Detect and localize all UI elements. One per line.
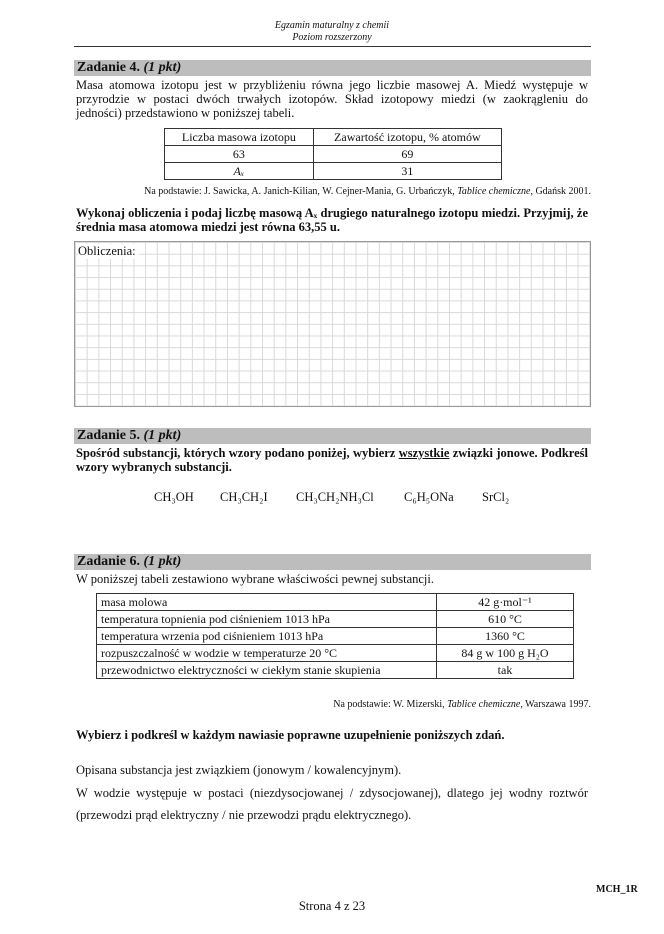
property-value: 1360 °C <box>437 628 574 645</box>
task6-sentence-1[interactable]: Opisana substancja jest związkiem (jonowym / kowalencyjnym). <box>76 763 402 777</box>
formula-option[interactable]: C₆H₅ONa <box>404 490 454 504</box>
property-value: 42 g·mol⁻¹ <box>437 594 574 611</box>
exam-code: MCH_1R <box>596 884 638 895</box>
task6-sentence-2[interactable]: W wodzie występuje w postaci (niezdysocjowanej / zdysocjowanej), dlatego jej wodny roztwór (przewodzi prąd elektryczny / nie przewodzi prądu elektrycznego). <box>76 786 588 822</box>
task4-title-bar <box>74 60 591 76</box>
isotope-cell: 31 <box>313 163 501 180</box>
calculation-grid[interactable] <box>74 241 591 407</box>
property-value: 84 g w 100 g H₂O <box>437 645 574 662</box>
property-name: temperatura topnienia pod ciśnieniem 1013 hPa <box>97 611 437 628</box>
property-name: masa molowa <box>97 594 437 611</box>
isotope-cell: 63 <box>165 146 314 163</box>
header-rule <box>74 46 591 47</box>
exam-level: Poziom rozszerzony <box>292 32 372 43</box>
task5-title: Zadanie 5. <box>77 428 141 443</box>
exam-title: Egzamin maturalny z chemii <box>274 20 390 31</box>
isotope-cell: 69 <box>313 146 501 163</box>
property-value: tak <box>437 662 574 679</box>
task5-instruction: Spośród substancji, których wzory podano poniżej, wybierz wszystkie związki jonowe. Podkreśl wzory wybranych substancji. <box>76 446 588 474</box>
page-number: Strona 4 z 23 <box>298 899 366 913</box>
properties-table <box>96 593 574 679</box>
task4-points: (1 pkt) <box>143 60 182 75</box>
formula-option[interactable]: CH₃CH₂NH₃Cl <box>296 490 374 504</box>
formula-option[interactable]: CH₃CH₂I <box>220 490 268 504</box>
task5-points: (1 pkt) <box>143 428 182 443</box>
isotope-cell: Aₓ <box>165 163 314 180</box>
task4-title: Zadanie 4. <box>77 60 141 75</box>
isotope-table <box>164 128 502 180</box>
property-name: rozpuszczalność w wodzie w temperaturze 20 °C <box>97 645 437 662</box>
isotope-header-content: Zawartość izotopu, % atomów <box>313 129 501 146</box>
task4-source: Na podstawie: J. Sawicka, A. Janich-Kilian, W. Cejner-Mania, G. Urbańczyk, Tablice chemiczne, Gdańsk 2001. <box>144 186 591 197</box>
task6-points: (1 pkt) <box>143 554 182 569</box>
isotope-header-mass: Liczba masowa izotopu <box>165 129 314 146</box>
task6-intro: W poniższej tabeli zestawiono wybrane właściwości pewnej substancji. <box>76 572 434 586</box>
property-value: 610 °C <box>437 611 574 628</box>
formula-option[interactable]: CH₃OH <box>154 490 194 504</box>
calc-label: Obliczenia: <box>78 244 139 259</box>
task6-source: Na podstawie: W. Mizerski, Tablice chemiczne, Warszawa 1997. <box>333 699 591 710</box>
task4-instruction: Wykonaj obliczenia i podaj liczbę masową Aₓ drugiego naturalnego izotopu miedzi. Przyjmij, że średnia masa atomowa miedzi jest równa 63,55 u. <box>76 206 588 234</box>
task6-title: Zadanie 6. <box>77 554 141 569</box>
task4-intro: Masa atomowa izotopu jest w przybliżeniu równa jego liczbie masowej A. Miedź występuje w przyrodzie w postaci dwóch trwałych izotopów. Skład izotopowy miedzi (w zaokrągleniu do jedności) przedstawiono w poniższej tabeli. <box>76 78 588 120</box>
task6-instruction: Wybierz i podkreśl w każdym nawiasie poprawne uzupełnienie poniższych zdań. <box>76 728 505 742</box>
task6-title-bar <box>74 554 591 570</box>
property-name: przewodnictwo elektryczności w ciekłym stanie skupienia <box>97 662 437 679</box>
formula-option[interactable]: SrCl₂ <box>482 490 510 504</box>
property-name: temperatura wrzenia pod ciśnieniem 1013 hPa <box>97 628 437 645</box>
task5-title-bar <box>74 428 591 444</box>
